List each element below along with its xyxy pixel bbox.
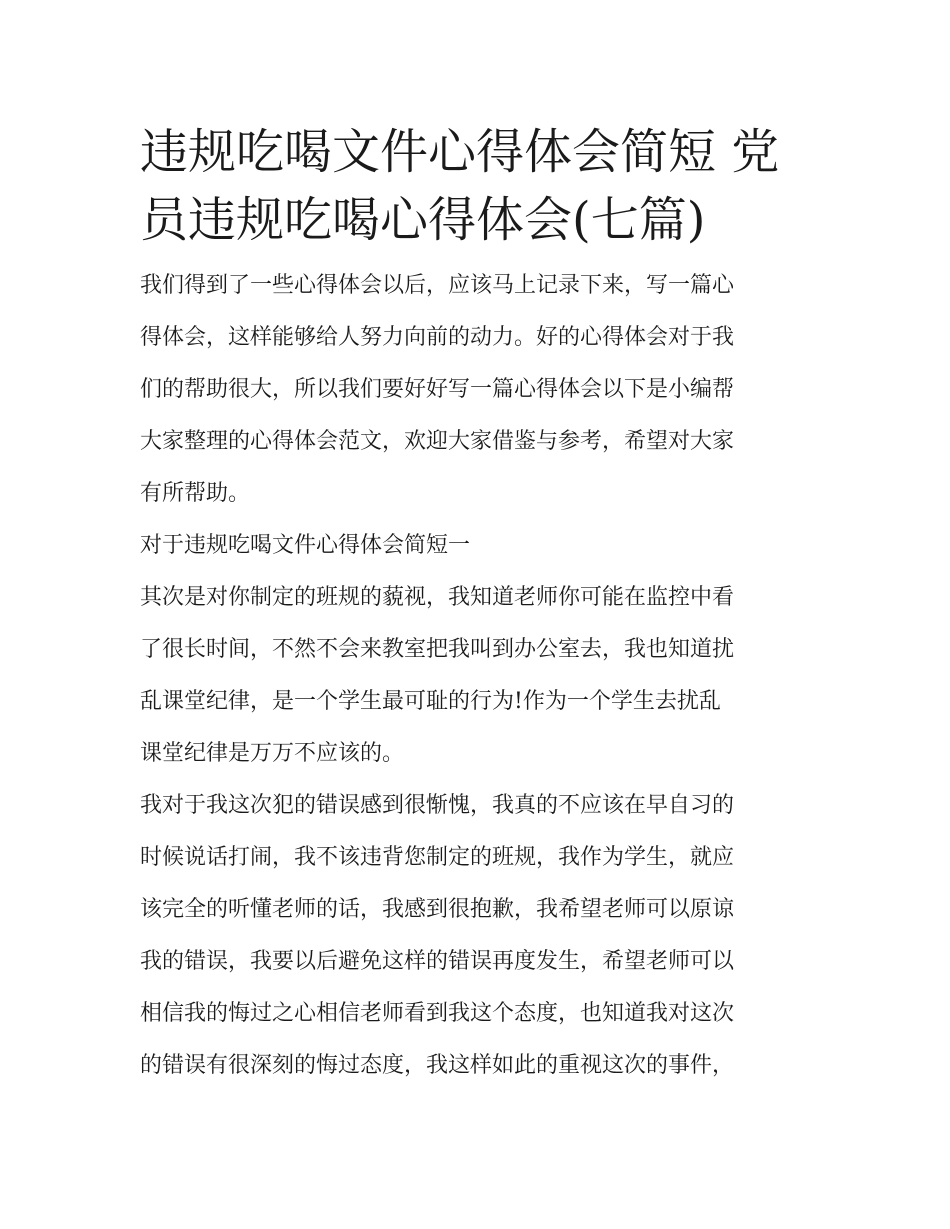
document-title	[140, 118, 812, 254]
text-line: 得体会，这样能够给人努力向前的动力。好的心得体会对于我	[140, 325, 735, 350]
text-line: 大家整理的心得体会范文，欢迎大家借鉴与参考，希望对大家	[140, 429, 735, 454]
text-line: 乱课堂纪律，是一个学生最可耻的行为!作为一个学生去扰乱	[140, 689, 721, 714]
text-line: 时候说话打闹，我不该违背您制定的班规，我作为学生，就应	[140, 845, 735, 870]
text-line: 们的帮助很大，所以我们要好好写一篇心得体会以下是小编帮	[140, 377, 735, 402]
text-line: 课堂纪律是万万不应该的。	[140, 741, 405, 766]
text-line: 了很长时间，不然不会来教室把我叫到办公室去，我也知道扰	[140, 637, 735, 662]
text-line: 有所帮助。	[140, 481, 251, 506]
text-line: 的错误有很深刻的悔过态度，我这样如此的重视这次的事件，	[140, 1053, 735, 1078]
text-line: 其次是对你制定的班规的藐视，我知道老师你可能在监控中看	[140, 585, 735, 610]
text-line: 相信我的悔过之心相信老师看到我这个态度，也知道我对这次	[140, 1001, 735, 1026]
text-line: 我的错误，我要以后避免这样的错误再度发生，希望老师可以	[140, 949, 735, 974]
body-paragraph-2	[140, 780, 812, 1092]
text-line: 该完全的听懂老师的话，我感到很抱歉，我希望老师可以原谅	[140, 897, 735, 922]
title-line: 违规吃喝文件心得体会简短 党	[140, 124, 780, 180]
body-paragraph-1	[140, 572, 812, 780]
intro-paragraph	[140, 260, 812, 520]
title-line: 员违规吃喝心得体会(七篇)	[140, 192, 706, 248]
document-content	[140, 118, 812, 1092]
text-line: 我们得到了一些心得体会以后，应该马上记录下来，写一篇心	[140, 273, 735, 298]
section-heading: 对于违规吃喝文件心得体会简短一	[140, 533, 471, 558]
text-line: 我对于我这次犯的错误感到很惭愧，我真的不应该在早自习的	[140, 793, 735, 818]
